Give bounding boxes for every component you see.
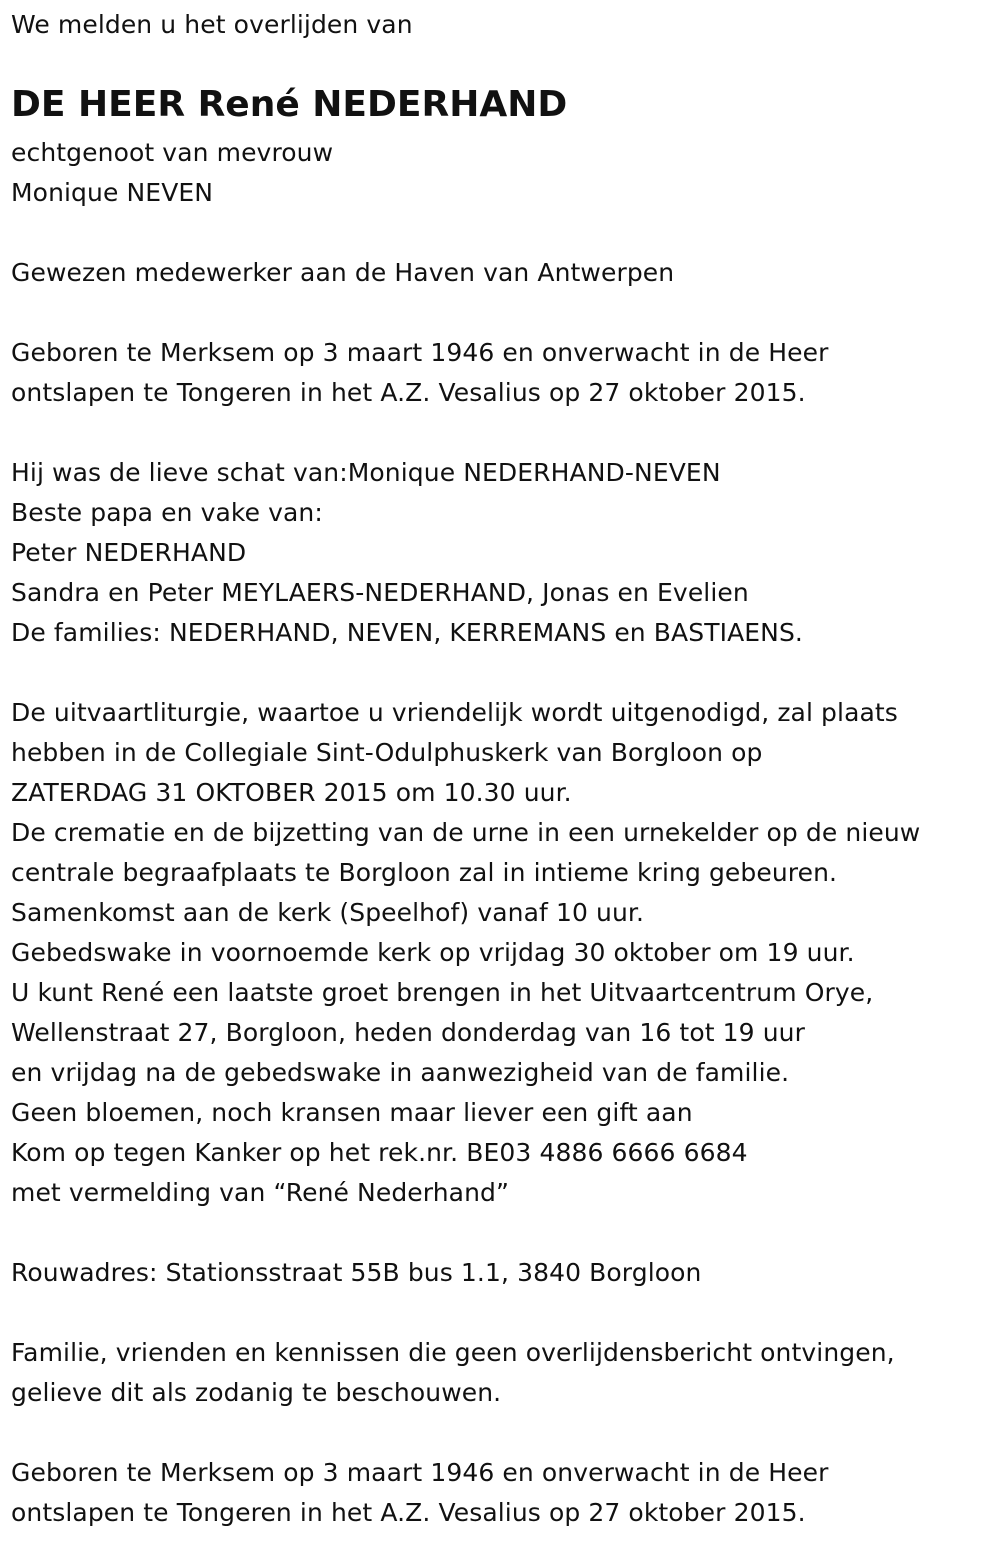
intro-text: We melden u het overlijden van bbox=[11, 10, 413, 39]
ceremony-line: Kom op tegen Kanker op het rek.nr. BE03 4886 6666 6684 bbox=[11, 1138, 748, 1167]
birth-death-repeat-line: Geboren te Merksem op 3 maart 1946 en onverwacht in de Heer bbox=[11, 1458, 829, 1487]
ceremony-line: Gebedswake in voornoemde kerk op vrijdag 30 oktober om 19 uur. bbox=[11, 938, 855, 967]
mourning-address: Rouwadres: Stationsstraat 55B bus 1.1, 3840 Borgloon bbox=[11, 1258, 702, 1287]
family-line: Sandra en Peter MEYLAERS-NEDERHAND, Jonas en Evelien bbox=[11, 578, 749, 607]
spouse-line: echtgenoot van mevrouw bbox=[11, 138, 334, 167]
spouse-name: Monique NEVEN bbox=[11, 178, 214, 207]
family-line: Beste papa en vake van: bbox=[11, 498, 323, 527]
ceremony-line: hebben in de Collegiale Sint-Odulphuskerk van Borgloon op bbox=[11, 738, 763, 767]
birth-death-line: ontslapen te Tongeren in het A.Z. Vesalius op 27 oktober 2015. bbox=[11, 378, 806, 407]
ceremony-line: Wellenstraat 27, Borgloon, heden donderdag van 16 tot 19 uur bbox=[11, 1018, 805, 1047]
ceremony-line: en vrijdag na de gebedswake in aanwezigheid van de familie. bbox=[11, 1058, 790, 1087]
ceremony-line: centrale begraafplaats te Borgloon zal in intieme kring gebeuren. bbox=[11, 858, 838, 887]
ceremony-line: Samenkomst aan de kerk (Speelhof) vanaf 10 uur. bbox=[11, 898, 645, 927]
birth-death-line: Geboren te Merksem op 3 maart 1946 en onverwacht in de Heer bbox=[11, 338, 829, 367]
notice-line: Familie, vrienden en kennissen die geen overlijdensbericht ontvingen, bbox=[11, 1338, 895, 1367]
family-line: Hij was de lieve schat van:Monique NEDERHAND-NEVEN bbox=[11, 458, 721, 487]
ceremony-line: ZATERDAG 31 OKTOBER 2015 om 10.30 uur. bbox=[11, 778, 572, 807]
birth-death-repeat-line: ontslapen te Tongeren in het A.Z. Vesalius op 27 oktober 2015. bbox=[11, 1498, 806, 1527]
deceased-name: DE HEER René NEDERHAND bbox=[11, 84, 568, 125]
ceremony-line: De uitvaartliturgie, waartoe u vriendelijk wordt uitgenodigd, zal plaats bbox=[11, 698, 898, 727]
occupation-text: Gewezen medewerker aan de Haven van Antwerpen bbox=[11, 258, 675, 287]
ceremony-line: U kunt René een laatste groet brengen in het Uitvaartcentrum Orye, bbox=[11, 978, 874, 1007]
family-line: De families: NEDERHAND, NEVEN, KERREMANS en BASTIAENS. bbox=[11, 618, 803, 647]
ceremony-line: Geen bloemen, noch kransen maar liever een gift aan bbox=[11, 1098, 693, 1127]
family-line: Peter NEDERHAND bbox=[11, 538, 247, 567]
ceremony-line: met vermelding van “René Nederhand” bbox=[11, 1178, 510, 1207]
ceremony-line: De crematie en de bijzetting van de urne in een urnekelder op de nieuw bbox=[11, 818, 921, 847]
notice-line: gelieve dit als zodanig te beschouwen. bbox=[11, 1378, 502, 1407]
